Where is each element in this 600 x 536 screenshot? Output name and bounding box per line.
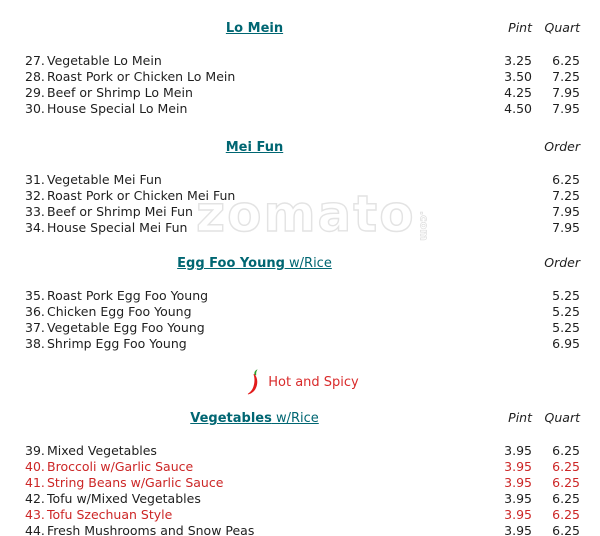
section-title <box>25 21 484 37</box>
item-number: 36. <box>25 304 45 319</box>
menu-sections-bottom <box>25 410 580 536</box>
item-price-2: 6.25 <box>552 475 580 490</box>
item-number: 38. <box>25 336 45 351</box>
item-price-2: 5.25 <box>552 288 580 303</box>
item-name: Mixed Vegetables <box>47 443 157 458</box>
section-title <box>25 256 484 272</box>
menu-item-row <box>25 204 580 220</box>
section-title <box>25 140 484 156</box>
item-price-2: 7.95 <box>552 85 580 100</box>
item-number: 28. <box>25 69 45 84</box>
item-number: 44. <box>25 523 45 536</box>
item-price-2: 6.25 <box>552 53 580 68</box>
menu-item-row <box>25 459 580 475</box>
item-price-2: 6.25 <box>552 172 580 187</box>
watermark-text: zomato <box>196 185 416 243</box>
item-name: Broccoli w/Garlic Sauce <box>47 459 194 474</box>
item-number: 42. <box>25 491 45 506</box>
section-title-rest: w/Rice <box>284 256 332 271</box>
menu-item-row <box>25 288 580 304</box>
menu-item-row <box>25 443 580 459</box>
item-number: 40. <box>25 459 45 474</box>
item-name: Beef or Shrimp Mei Fun <box>47 204 193 219</box>
section-header <box>25 410 580 427</box>
menu-section <box>25 255 580 352</box>
chili-pepper-icon <box>246 368 261 397</box>
section-header <box>25 139 580 156</box>
item-name: Shrimp Egg Foo Young <box>47 336 187 351</box>
item-price-2: 6.25 <box>552 443 580 458</box>
item-price-1: 3.95 <box>504 459 532 474</box>
watermark-suffix: .com <box>417 210 431 241</box>
section-title-bold: Lo Mein <box>225 21 284 36</box>
item-price-1: 3.25 <box>504 53 532 68</box>
item-price-2: 6.25 <box>552 491 580 506</box>
item-number: 39. <box>25 443 45 458</box>
menu-item-row <box>25 475 580 491</box>
section-title <box>25 411 484 427</box>
item-number: 29. <box>25 85 45 100</box>
item-price-1: 3.95 <box>504 475 532 490</box>
item-price-1: 3.95 <box>504 443 532 458</box>
price-column-header-2: Order <box>544 255 580 270</box>
price-column-header-2: Quart <box>544 410 580 425</box>
menu-item-row <box>25 172 580 188</box>
hot-and-spicy-label: Hot and Spicy <box>268 374 359 390</box>
item-price-2: 7.95 <box>552 220 580 235</box>
item-name: String Beans w/Garlic Sauce <box>47 475 224 490</box>
section-title-text <box>226 21 283 36</box>
menu-section <box>25 139 580 236</box>
item-price-1: 3.95 <box>504 491 532 506</box>
menu-item-row <box>25 320 580 336</box>
item-number: 32. <box>25 188 45 203</box>
item-name: Tofu Szechuan Style <box>47 507 173 522</box>
item-price-1: 4.50 <box>504 101 532 116</box>
item-price-2: 7.95 <box>552 101 580 116</box>
item-name: Vegetable Lo Mein <box>47 53 162 68</box>
item-name: Tofu w/Mixed Vegetables <box>47 491 201 506</box>
item-name: Roast Pork or Chicken Lo Mein <box>47 69 236 84</box>
menu-item-row <box>25 491 580 507</box>
item-number: 35. <box>25 288 45 303</box>
item-number: 43. <box>25 507 45 522</box>
price-column-header-1: Pint <box>508 410 532 425</box>
item-number: 34. <box>25 220 45 235</box>
item-price-2: 6.95 <box>552 336 580 351</box>
menu-section <box>25 410 580 536</box>
menu-item-row <box>25 69 580 85</box>
item-price-2: 6.25 <box>552 459 580 474</box>
price-column-header-2: Order <box>544 139 580 154</box>
item-price-2: 6.25 <box>552 523 580 536</box>
menu-item-row <box>25 507 580 523</box>
item-price-2: 5.25 <box>552 304 580 319</box>
item-price-2: 7.25 <box>552 188 580 203</box>
section-title-bold: Egg Foo Young <box>177 256 285 271</box>
item-price-1: 3.95 <box>504 507 532 522</box>
item-price-2: 6.25 <box>552 507 580 522</box>
menu-item-row <box>25 53 580 69</box>
section-title-text <box>177 256 332 271</box>
item-name: Chicken Egg Foo Young <box>47 304 192 319</box>
item-name: Vegetable Mei Fun <box>47 172 162 187</box>
item-number: 37. <box>25 320 45 335</box>
item-name: Vegetable Egg Foo Young <box>47 320 205 335</box>
menu-item-row <box>25 336 580 352</box>
section-title-text <box>226 140 283 155</box>
item-name: Roast Pork Egg Foo Young <box>47 288 209 303</box>
menu-item-row <box>25 85 580 101</box>
menu-item-row <box>25 220 580 236</box>
price-column-header-1: Pint <box>508 20 532 35</box>
item-price-1: 3.50 <box>504 69 532 84</box>
menu-item-row <box>25 188 580 204</box>
item-name: Fresh Mushrooms and Snow Peas <box>47 523 255 536</box>
item-number: 31. <box>25 172 45 187</box>
section-header <box>25 20 580 37</box>
hot-and-spicy-note <box>25 367 580 397</box>
item-price-2: 5.25 <box>552 320 580 335</box>
section-header <box>25 255 580 272</box>
menu-item-row <box>25 523 580 536</box>
item-price-2: 7.25 <box>552 69 580 84</box>
section-title-text <box>190 411 319 426</box>
item-name: House Special Lo Mein <box>47 101 188 116</box>
item-name: Roast Pork or Chicken Mei Fun <box>47 188 236 203</box>
price-column-header-2: Quart <box>544 20 580 35</box>
section-title-bold: Vegetables <box>190 411 272 426</box>
item-price-1: 4.25 <box>504 85 532 100</box>
item-name: Beef or Shrimp Lo Mein <box>47 85 193 100</box>
item-number: 33. <box>25 204 45 219</box>
item-price-1: 3.95 <box>504 523 532 536</box>
item-name: House Special Mei Fun <box>47 220 188 235</box>
menu-section <box>25 20 580 117</box>
menu-item-row <box>25 304 580 320</box>
menu-item-row <box>25 101 580 117</box>
item-price-2: 7.95 <box>552 204 580 219</box>
section-title-bold: Mei Fun <box>225 140 284 155</box>
item-number: 41. <box>25 475 45 490</box>
item-number: 27. <box>25 53 45 68</box>
menu-sections-top <box>25 20 580 352</box>
section-title-rest: w/Rice <box>271 411 319 426</box>
item-number: 30. <box>25 101 45 116</box>
